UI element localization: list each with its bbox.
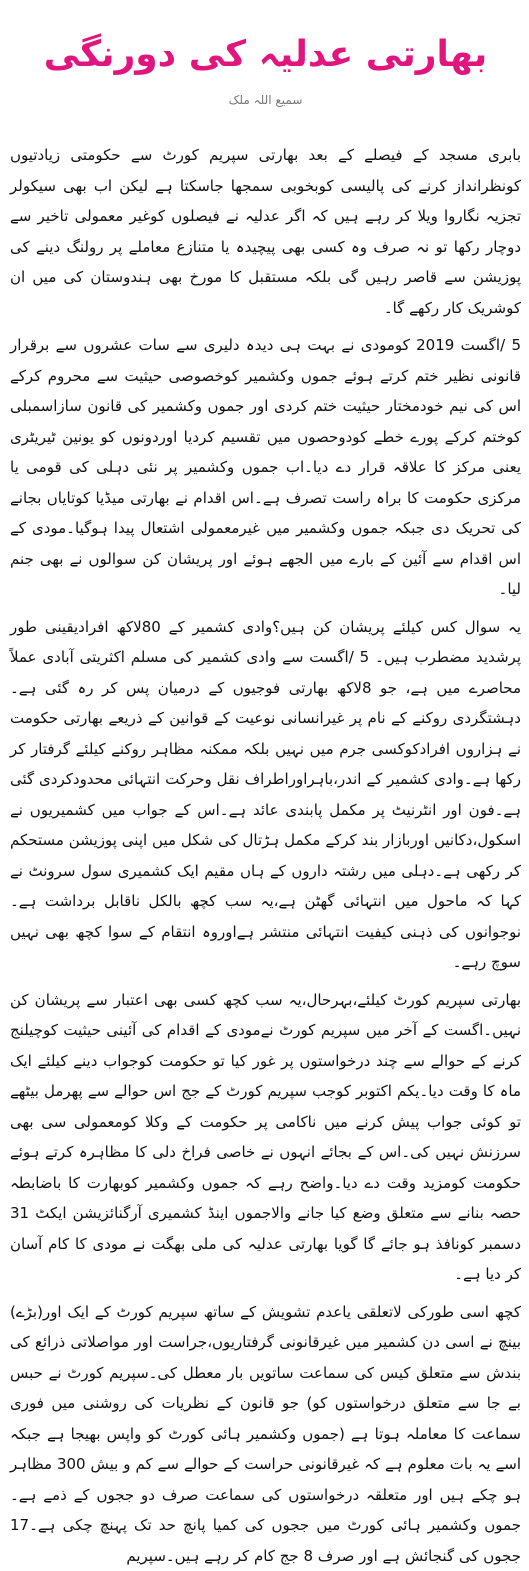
paragraph: بھارتی سپریم کورٹ کیلئے،بہرحال،یہ سب کچھ کسی بھی اعتبار سے پریشان کن نہیں۔اگست کے آخر میں سپریم کورٹ نےمودی کے اقدام کی آئینی حیثیت کوچیلنج کرنے کے حوالے سے چند درخواستوں پر غور کیا تو حکومت کوجواب دینے کیلئے ایک ماہ کا وقت دیا۔یکم اکتوبر کوجب سپریم کورٹ کے جج اس حوالے سے پھرمل بیٹھے تو کوئی جواب پیش کرنے میں ناکامی پر حکومت کے وکلا کومعمولی سی بھی سرزنش نہیں کی۔اس کے بجائے انہوں نے خاصی فراخ دلی کا مظاہرہ کرتے ہوئے حکومت کومزید وقت دے دیا۔واضح رہے کہ جموں وکشمیر کوبھارت کا باضابطہ حصہ بنانے سے متعلق وضع کیا جانے والاجموں اینڈ کشمیری آرگنائزیشن ایکٹ 31 دسمبر کونافذ ہو جائے گا گویا بھارتی عدلیہ کی ملی بھگت نے مودی کا کام آسان کر دیا ہے۔ [10,985,521,1290]
paragraph: کچھ اسی طورکی لاتعلقی یاعدم تشویش کے ساتھ سپریم کورٹ کے ایک اور(بڑے) بینچ نے اسی دن کشمیر میں غیرقانونی گرفتاریوں،جراست اور مواصلاتی ذرائع کی بندش سے متعلق کیس کی سماعت ساتویں بار معطل کی۔سپریم کورٹ نے حبس بے جا سے متعلق درخواستوں کو) جو قانون کے نظریات کی روشنی میں فوری سماعت کا معاملہ ہوتا ہے (جموں وکشمیر ہائی کورٹ کو واپس بھیجا ہے جبکہ اسے یہ بات معلوم ہے کہ غیرقانونی حراست کے حوالے سے کم و بیش 300 مظاہر ہو چکے ہیں اور متعلقہ درخواستوں کی سماعت صرف دو ججوں کے ذمے ہے۔جموں وکشمیر ہائی کورٹ میں ججوں کی کمیا پانچ حد تک پہنچ چکی ہے۔17 ججوں کی گنجائش ہے اور صرف 8 جج کام کر رہے ہیں۔سپریم [10,1297,521,1571]
article-body [10,140,521,1571]
article-title: بھارتی عدلیہ کی دورنگی [10,0,521,80]
paragraph: 5 /اگست 2019 کومودی نے بہت ہی دیدہ دلیری سے سات عشروں سے برقرار قانونی نظیر ختم کرتے ہوئے جموں وکشمیر کوخصوصی حیثیت سے محروم کرکے اس کی نیم خودمختار حیثیت ختم کردی اور جموں وکشمیر کی قانون سازاسمبلی کوختم کرکے پورے خطے کودوحصوں میں تقسیم کردیا اوردونوں کو یونین ٹیریٹری یعنی مرکز کا علاقہ قرار دے دیا۔اب جموں وکشمیر پر نئی دہلی کی قومی یا مرکزی حکومت کا براہ راست تصرف ہے۔اس اقدام نے بھارتی میڈیا کوتایاں بجانے کی تحریک دی جبکہ جموں وکشمیر میں غیرمعمولی اشتعال پیدا ہوگیا۔مودی کے اس اقدام سے آئین کے بارے میں الجھے ہوئے اور پریشان کن سوالوں نے بھی جنم لیا۔ [10,330,521,605]
paragraph: یہ سوال کس کیلئے پریشان کن ہیں؟وادی کشمیر کے 80لاکھ افرادیقینی طور پرشدید مضطرب ہیں۔ 5 /اگست سے وادی کشمیر کی مسلم اکثریتی آبادی عملاً محاصرے میں ہے، جو 8لاکھ بھارتی فوجیوں کے درمیان پس کر رہ گئی ہے۔دہشتگردی روکنے کے نام پر غیرانسانی نوعیت کے قوانین کے ذریعے بھارتی حکومت نے ہزاروں افرادکوکسی جرم میں نہیں بلکہ ممکنہ مظاہر روکنے کیلئے گرفتار کر رکھا ہے۔وادی کشمیر کے اندر،باہراوراطراف نقل وحرکت انتہائی محدودکردی گئی ہے۔فون اور انٹرنیٹ پر مکمل پابندی عائد ہے۔اس کے جواب میں کشمیریوں نے اسکول،دکانیں اوربازار بند کرکے مکمل ہڑتال کی شکل میں اپنی پوزیشن مستحکم کر رکھی ہے۔دہلی میں رشتہ داروں کے ہاں مقیم ایک کشمیری سول سرونٹ نے کہا کہ ماحول میں انتہائی گھٹن ہے،یہ سب کچھ بالکل ناقابل برداشت ہے۔نوجوانوں کی ذہنی کیفیت انتہائی منتشر ہےاوروہ انتقام کے سوا کچھ بھی نہیں سوچ رہے۔ [10,612,521,978]
author-byline: سمیع اللہ ملک [10,90,521,110]
paragraph: بابری مسجد کے فیصلے کے بعد بھارتی سپریم کورٹ سے حکومتی زیادتیوں کونظرانداز کرنے کی پالیسی کوبخوبی سمجھا جاسکتا ہے لیکن اب بھی سیکولر تجزیہ نگاروا ویلا کر رہے ہیں کہ اگر عدلیہ نے فیصلوں کوغیر معمولی تاخیر سے دوچار رکھا تو نہ صرف وہ کسی بھی پیچیدہ یا متنازع معاملے پر رولنگ دینے کی پوزیشن سے قاصر رہیں گی بلکہ مستقبل کا مورخ بھی ہندوستان کی میں ان کوشریک کار رکھے گا۔ [10,140,521,323]
